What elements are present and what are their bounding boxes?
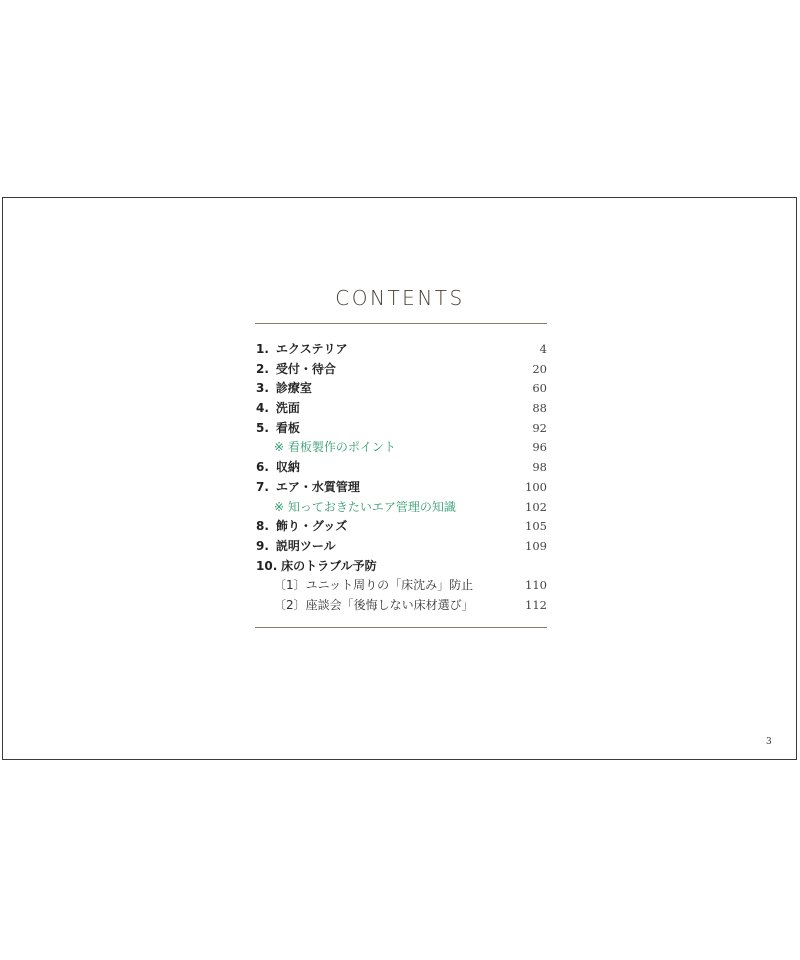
toc-item-treatment-room[interactable] xyxy=(256,379,547,399)
toc-item-page: 88 xyxy=(532,401,547,416)
toc-item-number: 1. xyxy=(256,342,269,356)
toc-item-label: 〔1〕ユニット周りの「床沈み」防止 xyxy=(274,578,474,593)
toc-item-page: 109 xyxy=(525,538,547,553)
toc-item-page: 4 xyxy=(539,342,547,356)
toc-item-label: ※ 看板製作のポイント xyxy=(274,440,396,455)
bottom-rule xyxy=(255,627,547,628)
toc-subitem-floor-sinking[interactable] xyxy=(256,576,547,596)
toc-item-label: ※ 知っておきたいエア管理の知識 xyxy=(274,499,456,514)
toc-item-label: 説明ツール xyxy=(275,538,336,553)
toc-item-number: 2. xyxy=(256,361,269,376)
toc-item-label: 床のトラブル予防 xyxy=(281,558,377,573)
toc-item-air-water[interactable] xyxy=(256,478,547,498)
toc-item-label: 洗面 xyxy=(275,401,300,416)
toc-item-decor-goods[interactable] xyxy=(256,517,547,537)
table-of-contents xyxy=(256,340,547,616)
toc-item-reception[interactable] xyxy=(256,360,547,380)
toc-item-label: 受付・待合 xyxy=(275,361,336,376)
toc-item-number: 7. xyxy=(256,479,269,494)
toc-item-number: 4. xyxy=(256,401,269,416)
toc-item-label: 診療室 xyxy=(275,381,312,396)
toc-item-label: エクステリア xyxy=(275,342,348,356)
toc-item-page: 96 xyxy=(532,440,547,455)
toc-item-label: 〔2〕座談会「後悔しない床材選び」 xyxy=(274,597,474,612)
toc-item-label: 飾り・グッズ xyxy=(275,519,348,534)
toc-item-page: 102 xyxy=(525,499,547,514)
toc-subitem-roundtable[interactable] xyxy=(256,596,547,616)
toc-item-page: 100 xyxy=(525,479,547,494)
toc-item-storage[interactable] xyxy=(256,458,547,478)
page-title: CONTENTS xyxy=(335,286,465,310)
toc-item-page: 92 xyxy=(532,420,547,435)
toc-item-number: 8. xyxy=(256,519,269,534)
toc-item-explanation-tools[interactable] xyxy=(256,537,547,557)
top-rule xyxy=(255,323,547,324)
toc-item-label: エア・水質管理 xyxy=(275,479,360,494)
toc-item-page: 20 xyxy=(532,361,547,376)
toc-item-label: 収納 xyxy=(275,460,300,475)
toc-item-number: 3. xyxy=(256,381,269,396)
toc-item-floor-trouble[interactable] xyxy=(256,557,547,577)
toc-item-number: 6. xyxy=(256,460,269,475)
toc-item-number: 5. xyxy=(256,420,269,435)
toc-item-number: 10. xyxy=(256,558,278,573)
toc-item-page: 60 xyxy=(532,381,547,396)
toc-item-page: 105 xyxy=(525,519,547,534)
toc-item-signboard[interactable] xyxy=(256,419,547,439)
toc-item-page: 112 xyxy=(525,597,547,612)
page-number: 3 xyxy=(766,737,772,747)
toc-item-page: 110 xyxy=(525,578,547,593)
toc-note-signboard-points[interactable] xyxy=(256,438,547,458)
toc-note-air-knowledge[interactable] xyxy=(256,498,547,518)
toc-item-washroom[interactable] xyxy=(256,399,547,419)
toc-item-number: 9. xyxy=(256,538,269,553)
toc-item-exterior[interactable] xyxy=(256,340,547,360)
toc-item-label: 看板 xyxy=(275,420,300,435)
toc-item-page: 98 xyxy=(532,460,547,475)
